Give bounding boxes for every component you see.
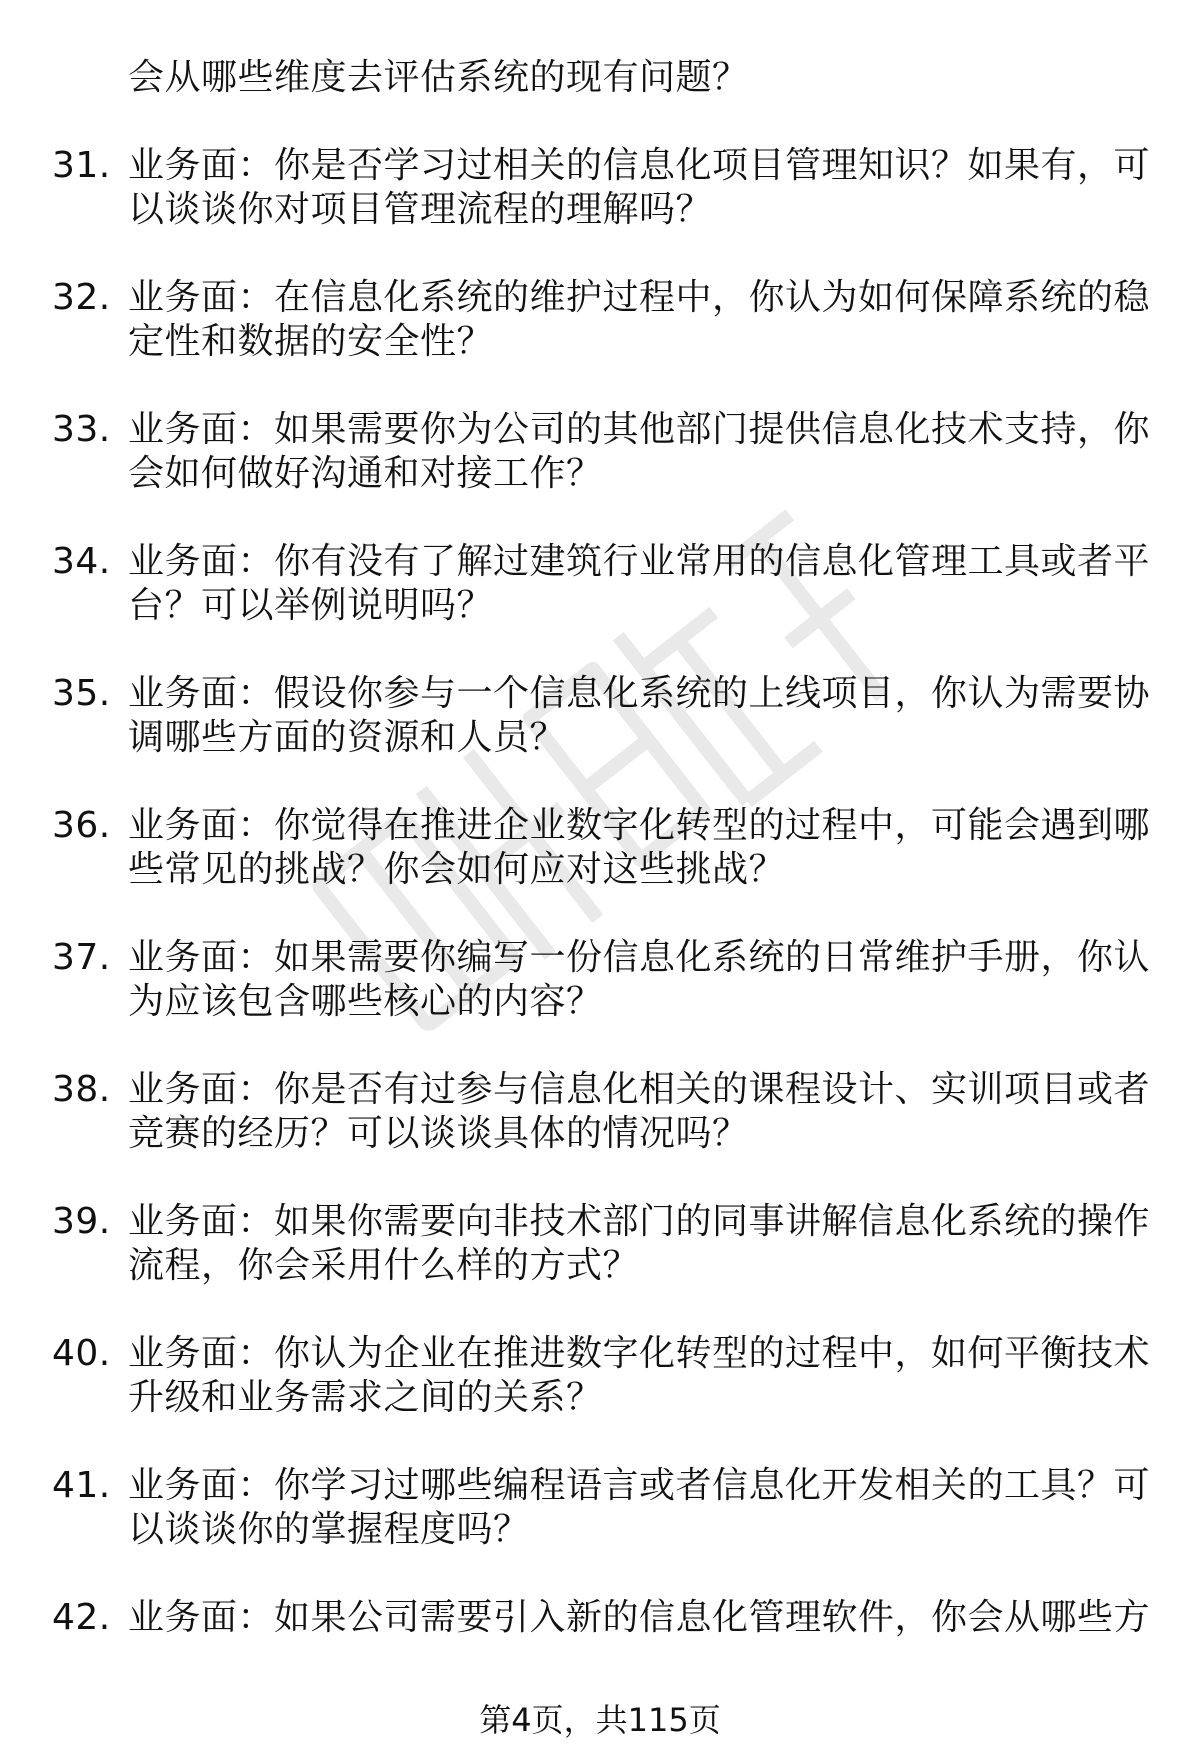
item-line: 业务面：假设你参与一个信息化系统的上线项目，你认为需要协 <box>128 673 1151 714</box>
item-line: 升级和业务需求之间的关系？ <box>128 1377 603 1418</box>
list-item <box>52 1332 1151 1420</box>
item-line: 业务面：你是否学习过相关的信息化项目管理知识？如果有，可 <box>128 145 1151 186</box>
item-line: 以谈谈你对项目管理流程的理解吗？ <box>128 189 713 230</box>
item-line: 业务面：你觉得在推进企业数字化转型的过程中，可能会遇到哪 <box>128 805 1151 846</box>
list-item <box>52 1596 1151 1640</box>
item-line: 调哪些方面的资源和人员？ <box>128 717 567 758</box>
list-item <box>52 144 1151 232</box>
item-number: 39. <box>52 1201 111 1242</box>
item-number: 32. <box>52 277 111 318</box>
item-line: 业务面：你有没有了解过建筑行业常用的信息化管理工具或者平 <box>128 541 1151 582</box>
list-item <box>52 1068 1151 1156</box>
item-line: 台？可以举例说明吗？ <box>128 585 494 626</box>
item-line: 业务面：如果需要你编写一份信息化系统的日常维护手册，你认 <box>128 937 1151 978</box>
item-line: 业务面：如果公司需要引入新的信息化管理软件，你会从哪些方 <box>128 1597 1151 1638</box>
list-item <box>52 936 1151 1024</box>
item-number: 36. <box>52 805 111 846</box>
item-line: 些常见的挑战？你会如何应对这些挑战？ <box>128 849 786 890</box>
list-item <box>52 672 1151 760</box>
item-line: 业务面：在信息化系统的维护过程中，你认为如何保障系统的稳 <box>128 277 1151 318</box>
item-number: 33. <box>52 409 111 450</box>
item-number: 34. <box>52 541 111 582</box>
item-line: 业务面：你学习过哪些编程语言或者信息化开发相关的工具？可 <box>128 1465 1151 1506</box>
item-line: 流程，你会采用什么样的方式？ <box>128 1245 640 1286</box>
list-item <box>52 804 1151 892</box>
item-number: 42. <box>52 1597 111 1638</box>
list-item <box>52 408 1151 496</box>
item-number: 31. <box>52 145 111 186</box>
item-line: 为应该包含哪些核心的内容？ <box>128 981 603 1022</box>
item-line: 业务面：如果你需要向非技术部门的同事讲解信息化系统的操作 <box>128 1201 1151 1242</box>
item-line: 竞赛的经历？可以谈谈具体的情况吗？ <box>128 1113 749 1154</box>
item-line: 业务面：你是否有过参与信息化相关的课程设计、实训项目或者 <box>128 1069 1151 1110</box>
item-line: 定性和数据的安全性？ <box>128 321 494 362</box>
list-item <box>52 276 1151 364</box>
item-number: 38. <box>52 1069 111 1110</box>
item-line: 业务面：你认为企业在推进数字化转型的过程中，如何平衡技术 <box>128 1333 1151 1374</box>
page-footer: 第4页，共115页 <box>479 1701 721 1739</box>
list-item <box>52 1200 1151 1288</box>
item-line: 会如何做好沟通和对接工作？ <box>128 453 603 494</box>
item-number: 40. <box>52 1333 111 1374</box>
item-number: 37. <box>52 937 111 978</box>
item-line: 业务面：如果需要你为公司的其他部门提供信息化技术支持，你 <box>128 409 1151 450</box>
list-item <box>52 540 1151 628</box>
item-line: 以谈谈你的掌握程度吗？ <box>128 1509 530 1550</box>
question-list <box>52 56 1151 1684</box>
continuation-text: 会从哪些维度去评估系统的现有问题？ <box>128 57 749 98</box>
item-number: 35. <box>52 673 111 714</box>
item-number: 41. <box>52 1465 111 1506</box>
list-item <box>52 1464 1151 1552</box>
